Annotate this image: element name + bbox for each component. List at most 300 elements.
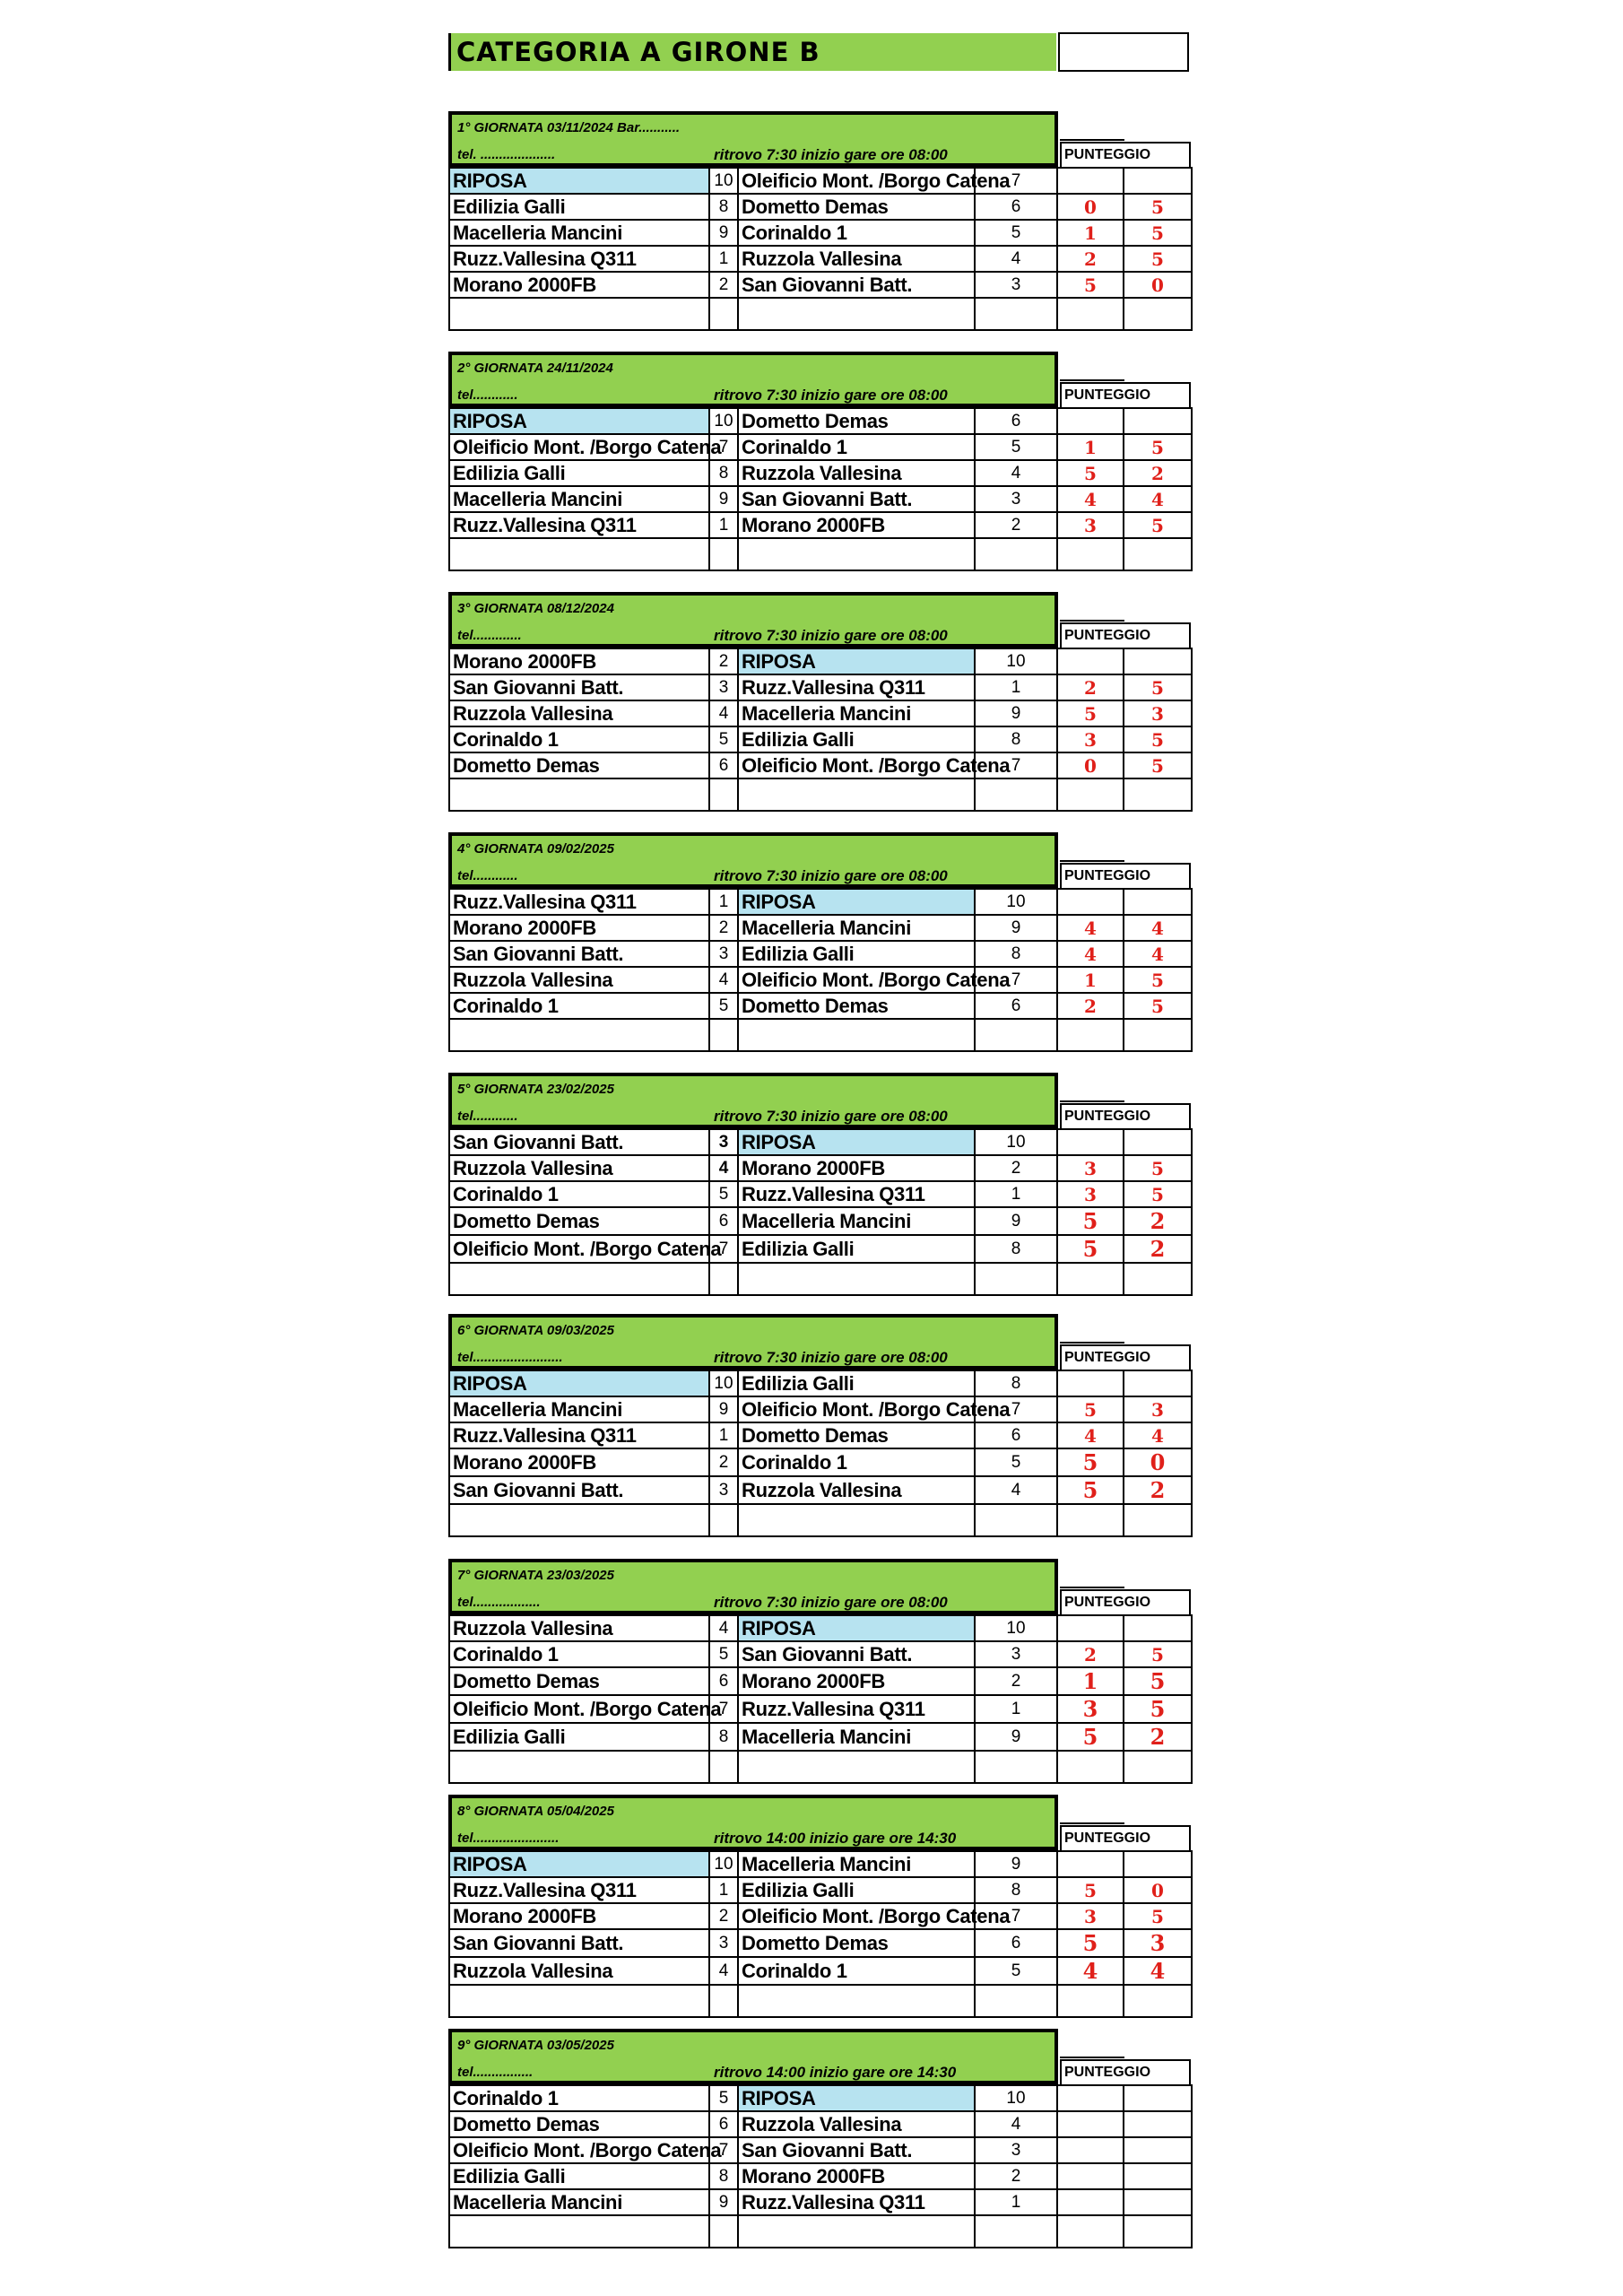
score-b: 5 — [1124, 246, 1192, 272]
match-table — [448, 1614, 1193, 1784]
round-tel: tel....................... — [457, 1831, 560, 1846]
score-b — [1124, 1851, 1192, 1877]
score-b — [1124, 2163, 1192, 2189]
score-a — [1057, 2189, 1124, 2215]
empty-cell — [1124, 1504, 1192, 1536]
score-label-rule — [1060, 1822, 1124, 1824]
number-b: 1 — [975, 674, 1057, 700]
round-tel: tel. .................... — [457, 147, 556, 162]
empty-cell — [709, 1751, 738, 1783]
match-row — [449, 1235, 1192, 1263]
round-header — [448, 1795, 1058, 1850]
team-a: Corinaldo 1 — [449, 993, 709, 1019]
score-a: 5 — [1057, 1476, 1124, 1504]
score-a — [1057, 1129, 1124, 1155]
empty-cell — [709, 1504, 738, 1536]
score-a: 5 — [1057, 700, 1124, 726]
team-a: San Giovanni Batt. — [449, 1476, 709, 1504]
empty-cell — [449, 778, 709, 811]
number-a: 5 — [709, 726, 738, 752]
team-b: Oleificio Mont. /Borgo Catena — [738, 967, 975, 993]
number-b: 2 — [975, 512, 1057, 538]
empty-cell — [975, 1504, 1057, 1536]
score-a — [1057, 1370, 1124, 1396]
number-b: 9 — [975, 1851, 1057, 1877]
round-title: 6° GIORNATA 09/03/2025 — [457, 1323, 614, 1338]
empty-cell — [1057, 298, 1124, 330]
team-b: Dometto Demas — [738, 993, 975, 1019]
number-b: 3 — [975, 2137, 1057, 2163]
score-a — [1057, 2137, 1124, 2163]
team-a: Dometto Demas — [449, 1207, 709, 1235]
round-tel: tel........................ — [457, 1350, 563, 1365]
number-b: 3 — [975, 272, 1057, 298]
team-b: Oleificio Mont. /Borgo Catena — [738, 752, 975, 778]
page-title: CATEGORIA A GIRONE B — [456, 37, 820, 67]
score-b — [1124, 648, 1192, 674]
round-time: ritrovo 7:30 inizio gare ore 08:00 — [714, 146, 948, 163]
team-a: Morano 2000FB — [449, 272, 709, 298]
score-a: 5 — [1057, 460, 1124, 486]
number-a: 8 — [709, 1723, 738, 1751]
round-header — [448, 1559, 1058, 1614]
team-a: RIPOSA — [449, 408, 709, 434]
score-a — [1057, 1851, 1124, 1877]
round-title: 3° GIORNATA 08/12/2024 — [457, 601, 614, 616]
match-row — [449, 1957, 1192, 1985]
score-b: 4 — [1124, 486, 1192, 512]
empty-cell — [1124, 538, 1192, 570]
match-row — [449, 1667, 1192, 1695]
team-a: Morano 2000FB — [449, 1903, 709, 1929]
number-b: 4 — [975, 460, 1057, 486]
empty-cell — [1057, 1019, 1124, 1051]
score-a — [1057, 2111, 1124, 2137]
team-b: Dometto Demas — [738, 1422, 975, 1448]
empty-cell — [975, 1751, 1057, 1783]
number-a: 1 — [709, 1877, 738, 1903]
number-a: 4 — [709, 1155, 738, 1181]
round-header — [448, 592, 1058, 648]
score-a: 2 — [1057, 674, 1124, 700]
number-a: 6 — [709, 752, 738, 778]
round-header — [448, 352, 1058, 407]
number-b: 5 — [975, 1448, 1057, 1476]
team-a: RIPOSA — [449, 1370, 709, 1396]
score-b — [1124, 2085, 1192, 2111]
round-tel: tel................ — [457, 2065, 534, 2080]
match-row — [449, 460, 1192, 486]
score-b — [1124, 1129, 1192, 1155]
number-b: 6 — [975, 194, 1057, 220]
round-block-4 — [448, 832, 1191, 1064]
score-b: 4 — [1124, 941, 1192, 967]
round-title: 5° GIORNATA 23/02/2025 — [457, 1082, 614, 1097]
empty-cell — [709, 1019, 738, 1051]
team-a: Macelleria Mancini — [449, 486, 709, 512]
number-b: 6 — [975, 1929, 1057, 1957]
round-title: 8° GIORNATA 05/04/2025 — [457, 1804, 614, 1819]
score-b: 2 — [1124, 1235, 1192, 1263]
score-a: 3 — [1057, 1155, 1124, 1181]
empty-cell — [709, 778, 738, 811]
score-a: 5 — [1057, 1396, 1124, 1422]
team-a: RIPOSA — [449, 168, 709, 194]
number-a: 1 — [709, 512, 738, 538]
team-b: RIPOSA — [738, 648, 975, 674]
round-time: ritrovo 14:00 inizio gare ore 14:30 — [714, 1830, 957, 1847]
score-a — [1057, 168, 1124, 194]
score-b: 3 — [1124, 1396, 1192, 1422]
match-row — [449, 408, 1192, 434]
number-a: 9 — [709, 1396, 738, 1422]
match-row — [449, 674, 1192, 700]
empty-row — [449, 298, 1192, 330]
number-a: 10 — [709, 408, 738, 434]
score-b: 2 — [1124, 1476, 1192, 1504]
score-a: 5 — [1057, 1448, 1124, 1476]
number-a: 9 — [709, 486, 738, 512]
team-a: Ruzz.Vallesina Q311 — [449, 1422, 709, 1448]
match-row — [449, 194, 1192, 220]
score-label: PUNTEGGIO — [1060, 1589, 1191, 1614]
empty-cell — [1057, 778, 1124, 811]
team-a: Morano 2000FB — [449, 648, 709, 674]
score-a: 0 — [1057, 752, 1124, 778]
score-b: 0 — [1124, 1877, 1192, 1903]
number-a: 3 — [709, 941, 738, 967]
number-b: 8 — [975, 941, 1057, 967]
score-a: 4 — [1057, 915, 1124, 941]
team-b: Oleificio Mont. /Borgo Catena — [738, 1396, 975, 1422]
number-b: 1 — [975, 1181, 1057, 1207]
team-b: Oleificio Mont. /Borgo Catena — [738, 1903, 975, 1929]
empty-cell — [975, 298, 1057, 330]
score-a — [1057, 2163, 1124, 2189]
score-a: 5 — [1057, 1929, 1124, 1957]
team-b: Ruzz.Vallesina Q311 — [738, 1695, 975, 1723]
score-b: 5 — [1124, 220, 1192, 246]
empty-cell — [1057, 2215, 1124, 2248]
score-a — [1057, 2085, 1124, 2111]
team-b: Edilizia Galli — [738, 1370, 975, 1396]
team-b: Corinaldo 1 — [738, 1957, 975, 1985]
team-a: San Giovanni Batt. — [449, 941, 709, 967]
team-a: Oleificio Mont. /Borgo Catena — [449, 1695, 709, 1723]
team-b: Edilizia Galli — [738, 1877, 975, 1903]
number-b: 8 — [975, 1235, 1057, 1263]
round-time: ritrovo 14:00 inizio gare ore 14:30 — [714, 2064, 957, 2081]
score-label-rule — [1060, 379, 1124, 381]
match-row — [449, 512, 1192, 538]
number-b: 9 — [975, 915, 1057, 941]
empty-cell — [709, 1263, 738, 1295]
number-a: 9 — [709, 220, 738, 246]
match-row — [449, 1851, 1192, 1877]
team-b: Morano 2000FB — [738, 2163, 975, 2189]
team-a: Dometto Demas — [449, 2111, 709, 2137]
team-b: Morano 2000FB — [738, 1155, 975, 1181]
score-label: PUNTEGGIO — [1060, 622, 1191, 648]
team-b: Dometto Demas — [738, 408, 975, 434]
empty-cell — [738, 1985, 975, 2017]
score-b: 2 — [1124, 1723, 1192, 1751]
score-b: 3 — [1124, 700, 1192, 726]
empty-cell — [975, 778, 1057, 811]
number-b: 2 — [975, 1667, 1057, 1695]
match-row — [449, 434, 1192, 460]
team-b: Ruzz.Vallesina Q311 — [738, 1181, 975, 1207]
match-row — [449, 168, 1192, 194]
match-row — [449, 1615, 1192, 1641]
number-a: 8 — [709, 2163, 738, 2189]
score-a: 1 — [1057, 434, 1124, 460]
empty-cell — [1124, 1263, 1192, 1295]
team-a: Ruzz.Vallesina Q311 — [449, 1877, 709, 1903]
number-b: 8 — [975, 1877, 1057, 1903]
number-b: 1 — [975, 2189, 1057, 2215]
round-tel: tel............ — [457, 1109, 518, 1124]
team-a: Macelleria Mancini — [449, 2189, 709, 2215]
number-b: 10 — [975, 1129, 1057, 1155]
round-time: ritrovo 7:30 inizio gare ore 08:00 — [714, 1349, 948, 1366]
round-block-7 — [448, 1559, 1191, 1790]
match-row — [449, 1370, 1192, 1396]
number-b: 4 — [975, 2111, 1057, 2137]
score-a: 3 — [1057, 512, 1124, 538]
team-a: Corinaldo 1 — [449, 726, 709, 752]
number-b: 7 — [975, 168, 1057, 194]
round-block-6 — [448, 1314, 1191, 1545]
score-a: 3 — [1057, 1181, 1124, 1207]
number-a: 1 — [709, 1422, 738, 1448]
match-row — [449, 1641, 1192, 1667]
score-label: PUNTEGGIO — [1060, 1825, 1191, 1850]
match-row — [449, 967, 1192, 993]
score-a: 3 — [1057, 1695, 1124, 1723]
match-row — [449, 700, 1192, 726]
score-b: 5 — [1124, 434, 1192, 460]
empty-row — [449, 1263, 1192, 1295]
match-table — [448, 648, 1193, 812]
empty-cell — [449, 1263, 709, 1295]
number-b: 2 — [975, 2163, 1057, 2189]
empty-cell — [975, 1985, 1057, 2017]
score-a: 2 — [1057, 1641, 1124, 1667]
match-table — [448, 407, 1193, 571]
team-b: Edilizia Galli — [738, 1235, 975, 1263]
team-a: Ruzzola Vallesina — [449, 1615, 709, 1641]
round-time: ritrovo 7:30 inizio gare ore 08:00 — [714, 1108, 948, 1125]
round-time: ritrovo 7:30 inizio gare ore 08:00 — [714, 627, 948, 644]
match-table — [448, 2084, 1193, 2248]
score-b — [1124, 2137, 1192, 2163]
empty-cell — [975, 1263, 1057, 1295]
number-b: 5 — [975, 1957, 1057, 1985]
number-b: 7 — [975, 752, 1057, 778]
score-b — [1124, 408, 1192, 434]
round-title: 1° GIORNATA 03/11/2024 Bar........... — [457, 120, 681, 135]
number-b: 10 — [975, 889, 1057, 915]
empty-cell — [1124, 1019, 1192, 1051]
match-row — [449, 1422, 1192, 1448]
number-a: 3 — [709, 1929, 738, 1957]
empty-cell — [738, 538, 975, 570]
team-b: San Giovanni Batt. — [738, 2137, 975, 2163]
empty-row — [449, 1751, 1192, 1783]
number-b: 6 — [975, 993, 1057, 1019]
team-b: Ruzzola Vallesina — [738, 460, 975, 486]
number-a: 7 — [709, 1695, 738, 1723]
match-row — [449, 486, 1192, 512]
match-row — [449, 2085, 1192, 2111]
score-label: PUNTEGGIO — [1060, 863, 1191, 888]
score-a — [1057, 889, 1124, 915]
team-b: Ruzzola Vallesina — [738, 2111, 975, 2137]
number-a: 2 — [709, 915, 738, 941]
round-header — [448, 111, 1058, 167]
team-b: Morano 2000FB — [738, 512, 975, 538]
team-b: Edilizia Galli — [738, 941, 975, 967]
empty-cell — [1057, 1263, 1124, 1295]
number-b: 5 — [975, 434, 1057, 460]
empty-cell — [975, 2215, 1057, 2248]
round-header — [448, 832, 1058, 888]
score-label: PUNTEGGIO — [1060, 142, 1191, 167]
score-b — [1124, 1370, 1192, 1396]
team-b: Corinaldo 1 — [738, 220, 975, 246]
score-b: 5 — [1124, 674, 1192, 700]
number-a: 6 — [709, 2111, 738, 2137]
team-b: San Giovanni Batt. — [738, 1641, 975, 1667]
team-a: Macelleria Mancini — [449, 220, 709, 246]
number-b: 9 — [975, 1207, 1057, 1235]
number-b: 2 — [975, 1155, 1057, 1181]
number-b: 3 — [975, 1641, 1057, 1667]
team-a: Ruzzola Vallesina — [449, 1957, 709, 1985]
team-a: Dometto Demas — [449, 752, 709, 778]
score-a: 5 — [1057, 272, 1124, 298]
score-b: 5 — [1124, 993, 1192, 1019]
round-tel: tel.................. — [457, 1595, 541, 1610]
number-a: 4 — [709, 1957, 738, 1985]
score-a: 3 — [1057, 726, 1124, 752]
match-row — [449, 726, 1192, 752]
round-tel: tel............ — [457, 868, 518, 883]
score-a: 5 — [1057, 1877, 1124, 1903]
empty-cell — [709, 2215, 738, 2248]
score-label-rule — [1060, 1342, 1124, 1344]
team-b: San Giovanni Batt. — [738, 272, 975, 298]
round-time: ritrovo 7:30 inizio gare ore 08:00 — [714, 867, 948, 884]
empty-cell — [738, 298, 975, 330]
empty-row — [449, 1019, 1192, 1051]
number-b: 6 — [975, 408, 1057, 434]
score-b: 2 — [1124, 460, 1192, 486]
score-b: 5 — [1124, 194, 1192, 220]
number-b: 7 — [975, 1396, 1057, 1422]
number-a: 7 — [709, 434, 738, 460]
match-row — [449, 889, 1192, 915]
match-table — [448, 888, 1193, 1052]
empty-cell — [738, 1019, 975, 1051]
category-title-bar — [448, 33, 1056, 71]
empty-row — [449, 538, 1192, 570]
score-label-rule — [1060, 860, 1124, 862]
score-label-rule — [1060, 1587, 1124, 1588]
team-a: Edilizia Galli — [449, 2163, 709, 2189]
team-b: Ruzzola Vallesina — [738, 246, 975, 272]
empty-cell — [709, 1985, 738, 2017]
score-a: 5 — [1057, 1723, 1124, 1751]
team-a: Oleificio Mont. /Borgo Catena — [449, 2137, 709, 2163]
empty-cell — [1124, 298, 1192, 330]
round-block-2 — [448, 352, 1191, 583]
score-b: 4 — [1124, 1957, 1192, 1985]
match-row — [449, 1695, 1192, 1723]
score-a: 1 — [1057, 967, 1124, 993]
score-b: 4 — [1124, 915, 1192, 941]
number-a: 3 — [709, 1476, 738, 1504]
match-row — [449, 1877, 1192, 1903]
number-a: 2 — [709, 272, 738, 298]
score-a: 1 — [1057, 1667, 1124, 1695]
score-b — [1124, 1615, 1192, 1641]
match-row — [449, 1903, 1192, 1929]
number-a: 1 — [709, 246, 738, 272]
number-a: 5 — [709, 993, 738, 1019]
empty-cell — [1124, 2215, 1192, 2248]
round-block-9 — [448, 2029, 1191, 2260]
empty-cell — [449, 1985, 709, 2017]
round-time: ritrovo 7:30 inizio gare ore 08:00 — [714, 387, 948, 404]
team-a: Macelleria Mancini — [449, 1396, 709, 1422]
number-b: 7 — [975, 1903, 1057, 1929]
team-a: Oleificio Mont. /Borgo Catena — [449, 434, 709, 460]
match-row — [449, 1207, 1192, 1235]
number-a: 10 — [709, 168, 738, 194]
empty-cell — [975, 538, 1057, 570]
round-tel: tel............. — [457, 628, 522, 643]
round-block-5 — [448, 1073, 1191, 1304]
team-a: Ruzz.Vallesina Q311 — [449, 889, 709, 915]
team-a: Morano 2000FB — [449, 915, 709, 941]
score-b: 3 — [1124, 1929, 1192, 1957]
team-b: RIPOSA — [738, 2085, 975, 2111]
round-tel: tel............ — [457, 387, 518, 403]
score-a: 0 — [1057, 194, 1124, 220]
round-block-8 — [448, 1795, 1191, 2026]
number-a: 9 — [709, 2189, 738, 2215]
score-b: 5 — [1124, 1903, 1192, 1929]
team-b: Macelleria Mancini — [738, 915, 975, 941]
match-row — [449, 941, 1192, 967]
match-row — [449, 1129, 1192, 1155]
empty-cell — [738, 1751, 975, 1783]
score-label-rule — [1060, 620, 1124, 622]
score-b — [1124, 2111, 1192, 2137]
score-label-rule — [1060, 2057, 1124, 2058]
score-b: 4 — [1124, 1422, 1192, 1448]
team-b: Dometto Demas — [738, 194, 975, 220]
number-b: 1 — [975, 1695, 1057, 1723]
score-a — [1057, 648, 1124, 674]
number-a: 5 — [709, 1181, 738, 1207]
team-a: Edilizia Galli — [449, 1723, 709, 1751]
team-b: RIPOSA — [738, 1129, 975, 1155]
team-b: Macelleria Mancini — [738, 700, 975, 726]
score-label-rule — [1060, 1100, 1124, 1102]
